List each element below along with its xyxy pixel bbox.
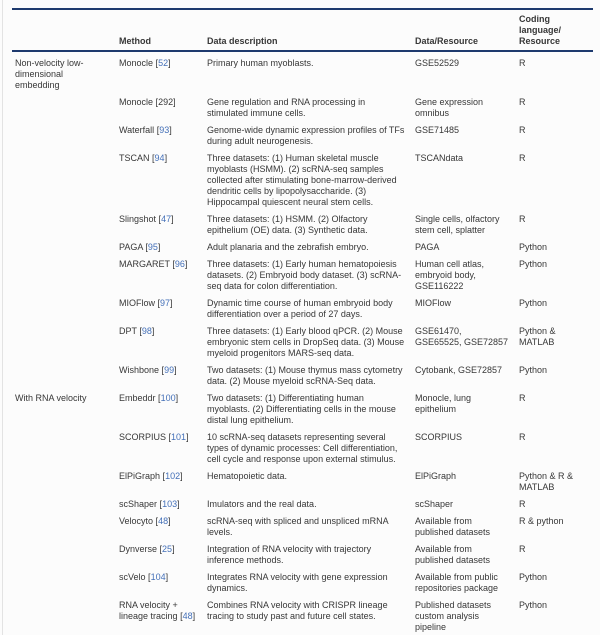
citation-bracket-open: [ [152,153,155,163]
citation-bracket-close: ] [157,242,161,252]
citation-bracket-open: [ [158,214,162,224]
citation-bracket-close: ] [173,97,176,107]
citation-bracket-close: ] [184,259,188,269]
citation-bracket-close: ] [171,214,174,224]
resource-cell: Monocle, lung epithelium [415,393,472,414]
reference-link[interactable]: 25 [162,544,173,554]
resource-cell: Human cell atlas, embryoid body, GSE116222 [415,259,485,291]
table-row [12,493,593,510]
citation-bracket-close: ] [186,432,189,442]
citation-bracket-open: [ [155,97,159,107]
resource-cell: Available from published datasets [415,544,491,565]
method-name: PAGA [119,242,143,252]
method-name: TSCAN [119,153,150,163]
language-cell: Python [519,600,548,610]
resource-cell: Available from published datasets [415,516,491,537]
method-cell [119,516,207,538]
col-header-method: Method [119,36,151,46]
category-label [12,499,119,510]
reference-link[interactable]: 101 [171,432,187,442]
method-cell [119,298,207,320]
language-cell: R [519,499,526,509]
method-cell [119,214,207,236]
language-cell: Python & R & MATLAB [519,471,574,492]
citation-bracket-open: [ [139,326,142,336]
table-row [12,253,593,292]
method-cell [119,471,207,493]
description-cell: Three datasets: (1) HSMM. (2) Olfactory epithelium (OE) data. (3) Synthetic data. [207,214,368,235]
method-name: Wishbone [119,365,160,375]
citation-bracket-open: [ [148,572,151,582]
description-cell: Combines RNA velocity with CRISPR lineage tracing to study past and future cell states. [207,600,388,621]
language-cell: R [519,58,526,68]
citation-bracket-open: [ [161,365,165,375]
table-row [12,387,593,426]
category-label: With RNA velocity [15,393,87,403]
citation-bracket-close: ] [165,572,169,582]
description-cell: scRNA-seq with spliced and unspliced mRNA levels. [207,516,389,537]
method-name: Waterfall [119,125,155,135]
description-cell: Three datasets: (1) Early human hematopoiesis datasets. (2) Embryoid body dataset. (3) scRNA-seq data for colon differentiation. [207,259,402,291]
resource-cell: GSE52529 [415,58,460,68]
reference-link[interactable]: 104 [150,572,166,582]
citation-bracket-close: ] [172,544,175,554]
category-label [12,97,119,119]
reference-link[interactable]: 93 [159,125,170,135]
citation-bracket-open: [ [157,298,161,308]
resource-cell: Available from public repositories package [415,572,499,593]
citation-bracket-close: ] [177,499,180,509]
resource-cell: Cytobank, GSE72857 [415,365,503,375]
category-label [12,471,119,493]
citation-bracket-open: [ [145,242,148,252]
citation-bracket-open: [ [159,499,163,509]
category-label [12,125,119,147]
description-cell: Integrates RNA velocity with gene expression dynamics. [207,572,388,593]
language-cell: R [519,432,526,442]
category-label [12,242,119,253]
method-name: scShaper [119,499,158,509]
method-cell [119,393,207,426]
description-cell: Three datasets: (1) Human skeletal muscle myoblasts (HSMM). (2) scRNA-seq samples collected after stimulating bone-marrow-derived dendritic cells by lipopolysaccharide. (3) Hippocampal quiescent neural stem cells. [207,153,397,207]
table-row [12,465,593,493]
resource-cell: MIOFlow [415,298,451,308]
citation-bracket-close: ] [151,326,155,336]
language-cell: Python [519,298,548,308]
method-name: Embeddr [119,393,156,403]
reference-link[interactable]: 96 [174,259,185,269]
method-cell [119,326,207,359]
language-cell: R [519,544,526,554]
citation-bracket-close: ] [164,153,168,163]
citation-bracket-open: [ [155,516,159,526]
category-label [12,214,119,236]
citation-bracket-close: ] [168,516,171,526]
resource-cell: ElPiGraph [415,471,457,481]
citation-bracket-close: ] [175,393,179,403]
language-cell: Python [519,242,548,252]
citation-bracket-open: [ [162,471,166,481]
table-header-row [12,10,593,50]
description-cell: Adult planaria and the zebrafish embryo. [207,242,369,252]
reference-link[interactable]: 100 [160,393,176,403]
citation-bracket-open: [ [158,393,161,403]
category-label [12,298,119,320]
description-cell: Imulators and the real data. [207,499,317,509]
resource-cell: Gene expression omnibus [415,97,484,118]
resource-cell: SCORPIUS [415,432,463,442]
table-row [12,538,593,566]
table-row [12,510,593,538]
reference-link[interactable]: 94 [154,153,165,163]
table-row [12,594,593,633]
resource-cell: GSE61470, GSE65525, GSE72857 [415,326,509,347]
table-row [12,208,593,236]
table-row [12,320,593,359]
method-name: Dynverse [119,544,158,554]
method-cell [119,153,207,208]
language-cell: Python & MATLAB [519,326,556,347]
language-cell: R [519,97,526,107]
reference-link[interactable]: 47 [161,214,172,224]
citation-bracket-close: ] [168,58,171,68]
category-label [12,516,119,538]
reference-link: 292 [158,97,174,107]
category-label [12,432,119,465]
method-name: RNA velocity + lineage tracing [119,600,178,621]
method-cell [119,97,207,119]
table-row [12,426,593,465]
method-cell [119,259,207,292]
method-cell [119,544,207,566]
method-name: MIOFlow [119,298,155,308]
citation-bracket-close: ] [192,611,196,621]
reference-link[interactable]: 48 [182,611,193,621]
citation-bracket-open: [ [172,259,175,269]
citation-bracket-close: ] [174,365,177,375]
category-label [12,365,119,387]
method-name: Monocle [119,58,154,68]
method-name: MARGARET [119,259,170,269]
description-cell: Three datasets: (1) Early blood qPCR. (2) Mouse embryonic stem cells in DropSeq data. (3) Mouse myeloid progenitors MARS-seq data. [207,326,405,358]
reference-link[interactable]: 99 [164,365,175,375]
table-row [12,359,593,387]
method-cell [119,58,207,91]
language-cell: Python [519,572,548,582]
reference-link[interactable]: 48 [158,516,169,526]
language-cell: R [519,214,526,224]
citation-bracket-close: ] [169,125,172,135]
method-cell [119,499,207,510]
description-cell: Integration of RNA velocity with trajectory inference methods. [207,544,372,565]
reference-link[interactable]: 95 [147,242,158,252]
method-cell [119,572,207,594]
table-row [12,52,593,91]
table-body [12,52,593,633]
language-cell: R [519,393,526,403]
resource-cell: Single cells, olfactory stem cell, splatter [415,214,500,235]
description-cell: Primary human myoblasts. [207,58,314,68]
table-row [12,566,593,594]
reference-link[interactable]: 102 [165,471,181,481]
citation-bracket-open: [ [180,611,183,621]
resource-cell: PAGA [415,242,440,252]
category-label [12,153,119,208]
method-name: Slingshot [119,214,157,224]
methods-table [12,8,593,635]
table-row [12,91,593,119]
language-cell: Python [519,259,548,269]
description-cell: Two datasets: (1) Mouse thymus mass cytometry data. (2) Mouse myeloid scRNA-Seq data. [207,365,403,386]
language-cell: R [519,153,526,163]
table-row [12,147,593,208]
description-cell: Dynamic time course of human embryoid body differentiation over a period of 27 days. [207,298,393,319]
category-label [12,600,119,633]
citation-bracket-open: [ [156,125,160,135]
description-cell: 10 scRNA-seq datasets representing several types of dynamic processes: Cell differentiation, cell cycle and response upon external stimulus. [207,432,398,464]
resource-cell: scShaper [415,499,454,509]
category-label [12,326,119,359]
col-header-data-description: Data description [207,36,278,46]
language-cell: Python [519,365,548,375]
language-cell: R & python [519,516,564,526]
method-cell [119,600,207,633]
citation-bracket-open: [ [168,432,172,442]
resource-cell: GSE71485 [415,125,460,135]
reference-link[interactable]: 52 [158,58,169,68]
description-cell: Two datasets: (1) Differentiating human myoblasts. (2) Differentiating cells in the mouse distal lung epithelium. [207,393,396,425]
resource-cell: TSCANdata [415,153,464,163]
col-header-coding-language: Coding language/ Resource [519,14,562,46]
col-header-data-resource: Data/Resource [415,36,479,46]
reference-link[interactable]: 97 [160,298,171,308]
category-label [12,572,119,594]
method-cell [119,125,207,147]
method-name: Velocyto [119,516,154,526]
citation-bracket-close: ] [180,471,183,481]
method-cell [119,432,207,465]
category-label: Non-velocity low-dimensional embedding [15,58,84,90]
description-cell: Gene regulation and RNA processing in stimulated immune cells. [207,97,366,118]
resource-cell: Published datasets custom analysis pipeline [415,600,492,632]
category-label [12,544,119,566]
table-row [12,119,593,147]
table-row [12,236,593,253]
reference-link[interactable]: 98 [141,326,152,336]
description-cell: Genome-wide dynamic expression profiles of TFs during adult neurogenesis. [207,125,405,146]
method-name: SCORPIUS [119,432,167,442]
citation-bracket-open: [ [159,544,163,554]
category-label [12,259,119,292]
citation-bracket-close: ] [170,298,173,308]
page-edge-line [2,0,3,635]
method-cell [119,242,207,253]
citation-bracket-open: [ [155,58,159,68]
method-name: ElPiGraph [119,471,161,481]
reference-link[interactable]: 103 [162,499,178,509]
description-cell: Hematopoietic data. [207,471,288,481]
table-row [12,292,593,320]
method-name: scVelo [119,572,146,582]
language-cell: R [519,125,526,135]
method-name: Monocle [119,97,154,107]
method-cell [119,365,207,387]
method-name: DPT [119,326,137,336]
